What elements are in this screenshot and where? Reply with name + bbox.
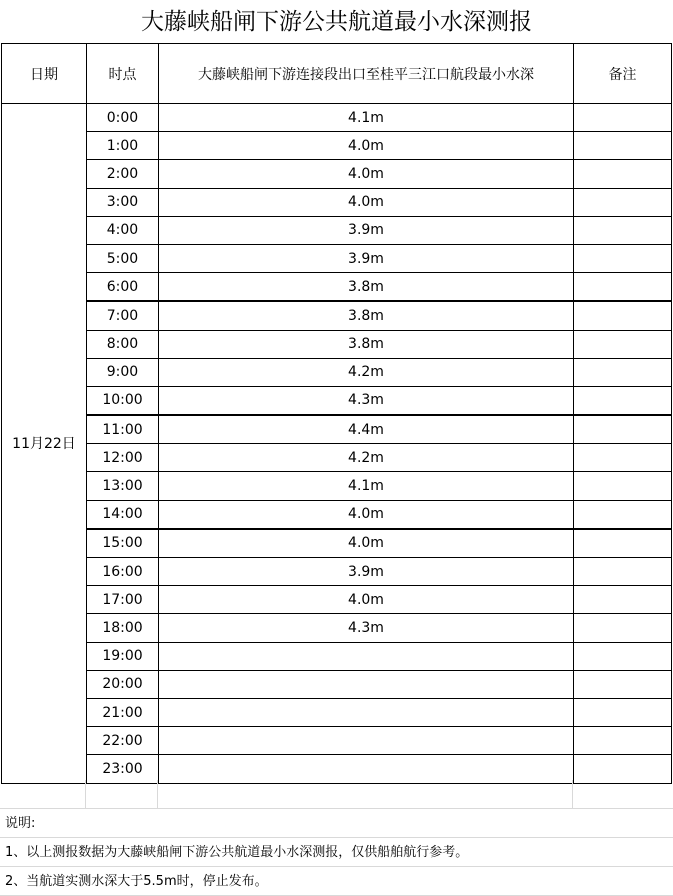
depth-cell: 4.4m — [159, 415, 574, 444]
table-row — [2, 160, 672, 188]
header-date: 日期 — [2, 44, 87, 104]
depth-cell: 4.0m — [159, 529, 574, 558]
remark-cell — [574, 104, 672, 132]
time-cell: 16:00 — [87, 558, 159, 586]
remark-cell — [574, 301, 672, 330]
depth-cell: 3.8m — [159, 273, 574, 302]
depth-cell: 4.3m — [159, 386, 574, 415]
remark-cell — [574, 727, 672, 755]
table-row — [2, 244, 672, 272]
remark-cell — [574, 472, 672, 500]
remark-cell — [574, 415, 672, 444]
depth-cell: 4.0m — [159, 500, 574, 529]
table-row — [2, 301, 672, 330]
report-title: 大藤峡船闸下游公共航道最小水深测报 — [141, 9, 532, 35]
remark-cell — [574, 586, 672, 614]
table-row — [2, 586, 672, 614]
depth-cell: 4.2m — [159, 444, 574, 472]
time-cell: 9:00 — [87, 358, 159, 386]
table-row — [2, 670, 672, 698]
note-line-1: 1、以上测报数据为大藤峡船闸下游公共航道最小水深测报，仅供船舶航行参考。 — [0, 838, 673, 867]
remark-cell — [574, 132, 672, 160]
depth-cell — [159, 642, 574, 670]
time-cell: 1:00 — [87, 132, 159, 160]
time-cell: 21:00 — [87, 698, 159, 726]
depth-cell: 3.8m — [159, 330, 574, 358]
time-cell: 20:00 — [87, 670, 159, 698]
time-cell: 10:00 — [87, 386, 159, 415]
table-row — [2, 330, 672, 358]
depth-cell: 4.1m — [159, 104, 574, 132]
time-cell: 4:00 — [87, 216, 159, 244]
depth-cell: 4.0m — [159, 586, 574, 614]
time-cell: 17:00 — [87, 586, 159, 614]
time-cell: 15:00 — [87, 529, 159, 558]
time-cell: 19:00 — [87, 642, 159, 670]
remark-cell — [574, 244, 672, 272]
table-row — [2, 104, 672, 132]
time-cell: 12:00 — [87, 444, 159, 472]
time-cell: 13:00 — [87, 472, 159, 500]
table-row — [2, 216, 672, 244]
table-row — [2, 727, 672, 755]
depth-cell — [159, 727, 574, 755]
table-row — [2, 472, 672, 500]
notes-section — [0, 780, 673, 896]
time-cell: 18:00 — [87, 614, 159, 642]
time-cell: 6:00 — [87, 273, 159, 302]
remark-cell — [574, 614, 672, 642]
time-cell: 0:00 — [87, 104, 159, 132]
table-row — [2, 386, 672, 415]
table-row — [2, 755, 672, 783]
remark-cell — [574, 670, 672, 698]
date-cell: 11月22日 — [2, 104, 87, 784]
header-depth: 大藤峡船闸下游连接段出口至桂平三江口航段最小水深 — [159, 44, 574, 104]
depth-cell: 3.9m — [159, 244, 574, 272]
remark-cell — [574, 358, 672, 386]
depth-cell — [159, 698, 574, 726]
remark-cell — [574, 273, 672, 302]
table-row — [2, 698, 672, 726]
remark-cell — [574, 160, 672, 188]
remark-cell — [574, 216, 672, 244]
time-cell: 14:00 — [87, 500, 159, 529]
depth-cell: 3.9m — [159, 216, 574, 244]
header-time: 时点 — [87, 44, 159, 104]
table-row — [2, 558, 672, 586]
remark-cell — [574, 188, 672, 216]
table-row — [2, 444, 672, 472]
header-remark: 备注 — [574, 44, 672, 104]
notes-label: 说明: — [0, 809, 673, 838]
table-row — [2, 614, 672, 642]
table-row — [2, 500, 672, 529]
depth-cell: 4.0m — [159, 160, 574, 188]
table-row — [2, 358, 672, 386]
remark-cell — [574, 330, 672, 358]
note-line-2: 2、当航道实测水深大于5.5m时，停止发布。 — [0, 867, 673, 896]
depth-table — [1, 43, 672, 784]
depth-cell: 4.2m — [159, 358, 574, 386]
time-cell: 3:00 — [87, 188, 159, 216]
remark-cell — [574, 444, 672, 472]
time-cell: 11:00 — [87, 415, 159, 444]
table-row — [2, 132, 672, 160]
blank-row — [0, 780, 673, 809]
remark-cell — [574, 500, 672, 529]
header-row — [2, 44, 672, 104]
depth-cell: 4.0m — [159, 132, 574, 160]
depth-cell: 3.9m — [159, 558, 574, 586]
remark-cell — [574, 529, 672, 558]
table-row — [2, 273, 672, 302]
depth-cell: 4.1m — [159, 472, 574, 500]
depth-cell: 4.0m — [159, 188, 574, 216]
time-cell: 22:00 — [87, 727, 159, 755]
depth-cell: 3.8m — [159, 301, 574, 330]
time-cell: 2:00 — [87, 160, 159, 188]
depth-cell: 4.3m — [159, 614, 574, 642]
table-row — [2, 642, 672, 670]
time-cell: 23:00 — [87, 755, 159, 783]
table-row — [2, 188, 672, 216]
time-cell: 5:00 — [87, 244, 159, 272]
remark-cell — [574, 698, 672, 726]
table-row — [2, 415, 672, 444]
table-row — [2, 529, 672, 558]
depth-cell — [159, 670, 574, 698]
time-cell: 7:00 — [87, 301, 159, 330]
depth-cell — [159, 755, 574, 783]
time-cell: 8:00 — [87, 330, 159, 358]
remark-cell — [574, 558, 672, 586]
remark-cell — [574, 642, 672, 670]
remark-cell — [574, 386, 672, 415]
remark-cell — [574, 755, 672, 783]
